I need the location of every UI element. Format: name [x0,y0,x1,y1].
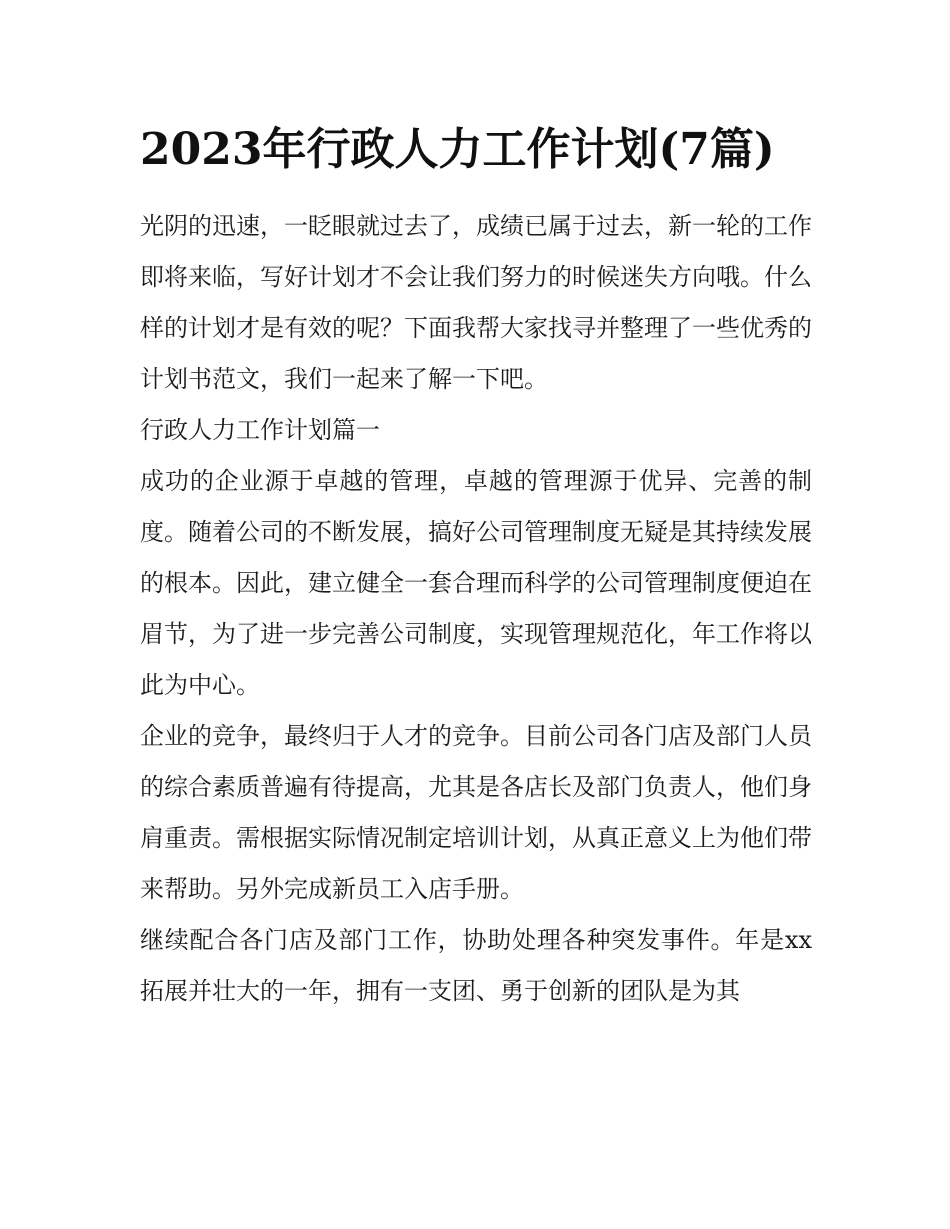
section-heading: 行政人力工作计划篇一 [140,416,380,444]
body-paragraph: 企业的竞争，最终归于人才的竞争。目前公司各门店及部门人员的综合素质普遍有待提高，尤其是各店长及部门负责人，他们身肩重责。需根据实际情况制定培训计划，从真正意义上为他们带来帮助。另外完成新员工入店手册。 [140,722,812,903]
body-paragraph: 继续配合各门店及部门工作，协助处理各种突发事件。年是xx拓展并壮大的一年，拥有一支团、勇于创新的团队是为其 [140,926,812,1005]
intro-paragraph: 光阴的迅速，一眨眼就过去了，成绩已属于过去，新一轮的工作即将来临，写好计划才不会让我们努力的时候迷失方向哦。什么样的计划才是有效的呢？下面我帮大家找寻并整理了一些优秀的计划书范文，我们一起来了解一下吧。 [140,212,812,393]
document-title: 2023年行政人力工作计划(7篇) [140,124,775,175]
document-body [140,118,812,1017]
body-paragraph: 成功的企业源于卓越的管理，卓越的管理源于优异、完善的制度。随着公司的不断发展，搞好公司管理制度无疑是其持续发展的根本。因此，建立健全一套合理而科学的公司管理制度便迫在眉节，为了进一步完善公司制度，实现管理规范化，年工作将以此为中心。 [140,467,812,699]
